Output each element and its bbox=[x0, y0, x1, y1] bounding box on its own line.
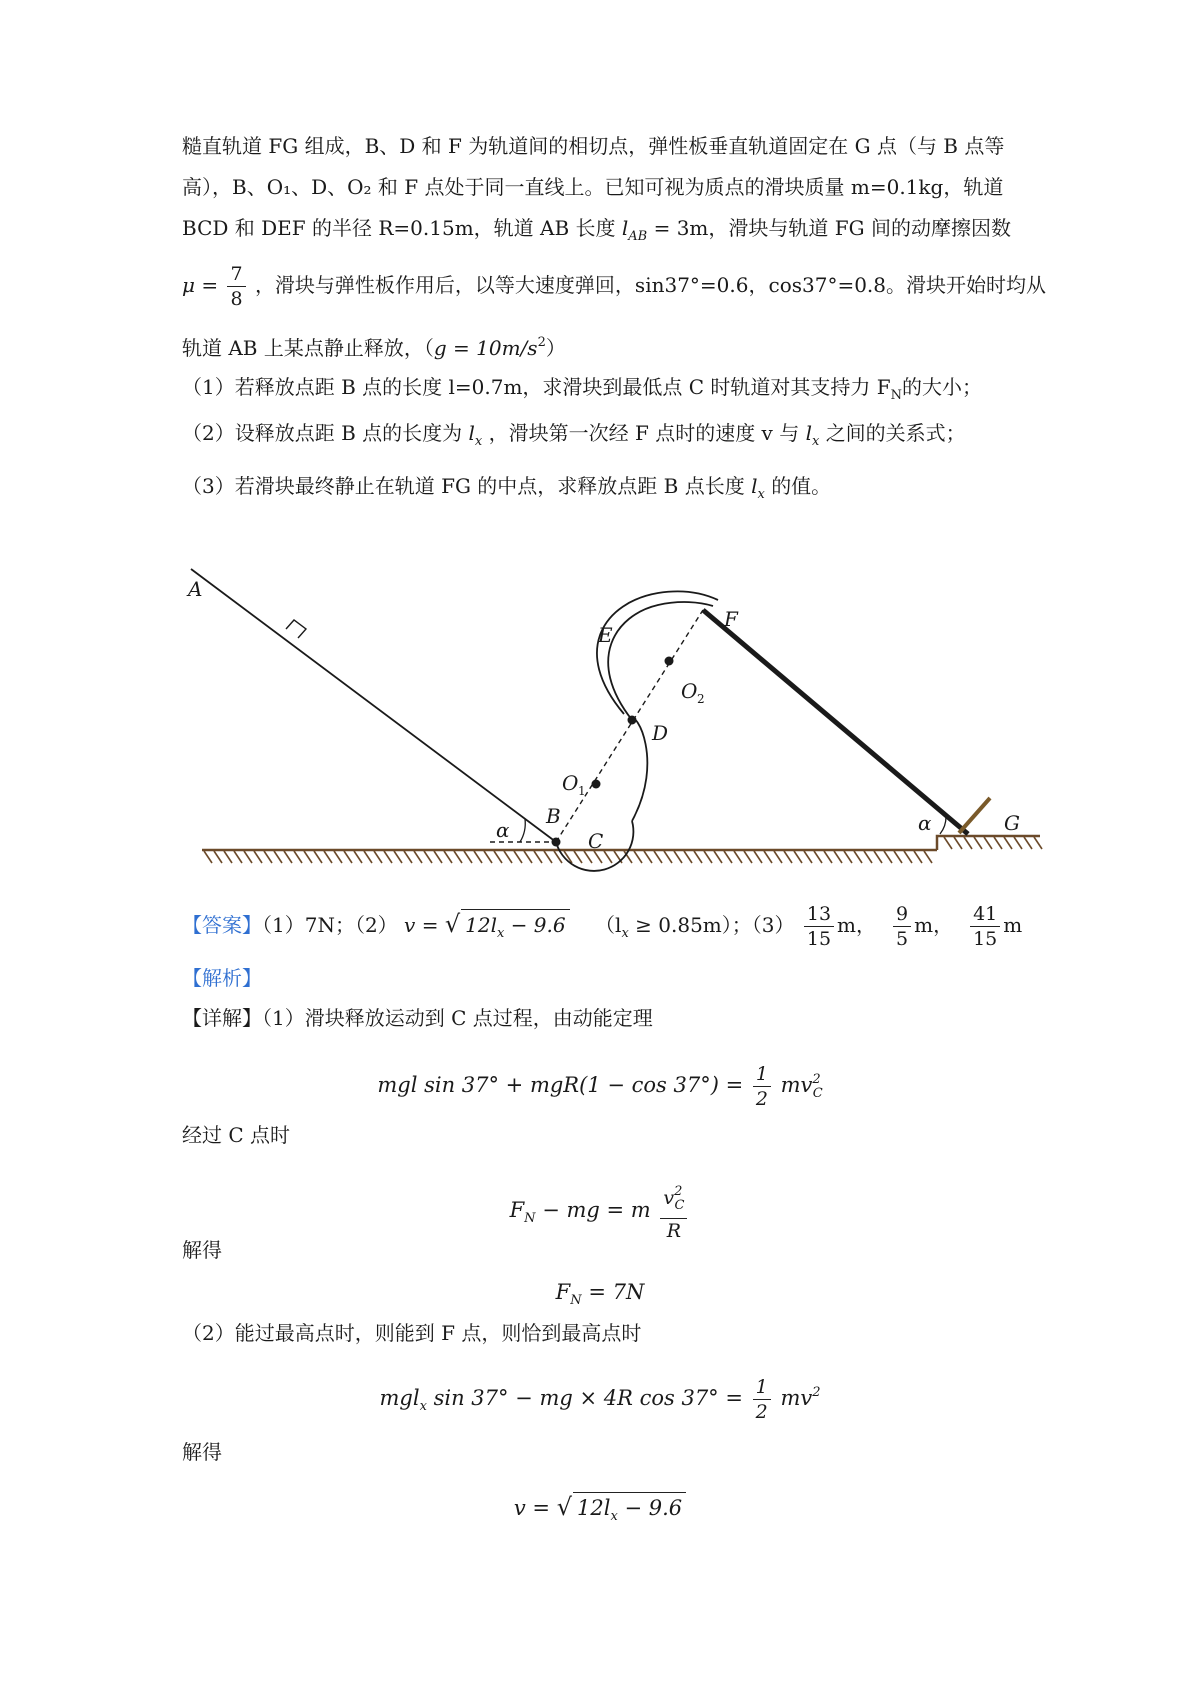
arc-cd bbox=[632, 719, 647, 821]
question-1: （1）若释放点距 B 点的长度 l=0.7m，求滑块到最低点 C 时轨道对其支持力 $F_N$的大小； bbox=[182, 375, 983, 403]
problem-line-3: BCD 和 DEF 的半径 R=0.15m，轨道 AB 长度 $l_{AB} = 3m$，滑块与轨道 FG 间的动摩擦因数 bbox=[182, 216, 1011, 244]
solve-2-line: 解得 bbox=[182, 1440, 222, 1464]
label-o2-sub: 2 bbox=[697, 692, 705, 706]
hatch-mark bbox=[284, 851, 292, 863]
equation-4: mgl$_x$ sin 37° − mg × 4R cos 37° = $\frac{1}{2}$ $mv^2$ bbox=[379, 1376, 821, 1423]
hatch-mark bbox=[314, 851, 322, 863]
equation-1: mgl sin 37° + mgR(1 − cos 37°) = $\frac{1}{2}$ $mv^2_C$ bbox=[377, 1063, 823, 1110]
point-b bbox=[552, 838, 561, 847]
hatch-mark bbox=[964, 837, 972, 849]
hatch-mark bbox=[734, 851, 742, 863]
hatch-mark bbox=[464, 851, 472, 863]
hatch-mark bbox=[984, 837, 992, 849]
answer-tag: 【答案】 bbox=[182, 913, 262, 937]
answer-fraction: $\frac{9}{5}$ bbox=[893, 902, 911, 951]
label-c: C bbox=[588, 829, 604, 853]
hatch-mark bbox=[514, 851, 522, 863]
label-o1: O bbox=[562, 771, 579, 795]
point-d bbox=[628, 716, 637, 725]
label-o2: O bbox=[681, 679, 698, 703]
hatch-mark bbox=[784, 851, 792, 863]
label-b: B bbox=[546, 804, 561, 828]
question-2: （2）设释放点距 B 点的长度为 $l_x$ ，滑块第一次经 F 点时的速度 v 与 $l_x$ 之间的关系式； bbox=[182, 421, 966, 449]
hatch-mark bbox=[394, 851, 402, 863]
line-b-f bbox=[556, 610, 703, 842]
hatch-mark bbox=[924, 851, 932, 863]
hatch-mark bbox=[954, 837, 962, 849]
hatch-mark bbox=[1004, 837, 1012, 849]
label-a: A bbox=[188, 577, 203, 601]
hatch-mark bbox=[244, 851, 252, 863]
pass-c-line: 经过 C 点时 bbox=[182, 1123, 291, 1147]
hatch-mark bbox=[794, 851, 802, 863]
hatch-mark bbox=[864, 851, 872, 863]
hatch-mark bbox=[804, 851, 812, 863]
hatch-mark bbox=[384, 851, 392, 863]
label-d: D bbox=[652, 721, 669, 745]
hatch-mark bbox=[974, 837, 982, 849]
hatch-mark bbox=[654, 851, 662, 863]
hatch-mark bbox=[854, 851, 862, 863]
hatch-mark bbox=[424, 851, 432, 863]
answer-fractions bbox=[801, 903, 1036, 950]
problem-line-2: 高），B、O₁、D、O₂ 和 F 点处于同一直线上。已知可视为质点的滑块质量 m=0.1kg，轨道 bbox=[182, 175, 1004, 199]
hatch-mark bbox=[904, 851, 912, 863]
hatch-mark bbox=[1014, 837, 1022, 849]
hatch-mark bbox=[744, 851, 752, 863]
analysis-heading: 【解析】 bbox=[182, 966, 262, 990]
label-g: G bbox=[1004, 811, 1020, 835]
detail-line: 【详解】（1）滑块释放运动到 C 点过程，由动能定理 bbox=[182, 1006, 653, 1030]
hatch-mark bbox=[574, 851, 582, 863]
hatch-mark bbox=[264, 851, 272, 863]
equation-2: $F_N$ − mg = m $\frac{v^2_C}{R}$ bbox=[0, 1180, 1200, 1243]
hatch-mark bbox=[304, 851, 312, 863]
hatch-mark bbox=[524, 851, 532, 863]
track-diagram bbox=[0, 560, 1200, 880]
hatch-mark bbox=[494, 851, 502, 863]
hatch-mark bbox=[664, 851, 672, 863]
hatch-mark bbox=[204, 851, 212, 863]
hatch-mark bbox=[274, 851, 282, 863]
hatch-mark bbox=[324, 851, 332, 863]
hatch-mark bbox=[634, 851, 642, 863]
point-o2 bbox=[665, 657, 674, 666]
problem-line-1: 糙直轨道 FG 组成，B、D 和 F 为轨道间的相切点，弹性板垂直轨道固定在 G 点（与 B 点等 bbox=[182, 134, 1005, 158]
part-2-line: （2）能过最高点时，则能到 F 点，则恰到最高点时 bbox=[182, 1321, 642, 1345]
hatch-mark bbox=[694, 851, 702, 863]
hatch-mark bbox=[224, 851, 232, 863]
label-e: E bbox=[598, 623, 613, 647]
equation-5: v = √ $12l_x - 9.6$ bbox=[0, 1492, 1200, 1532]
hatch-mark bbox=[1024, 837, 1032, 849]
angle-mark-g bbox=[940, 816, 946, 834]
l-ab-symbol: $l_{AB}$ bbox=[621, 216, 648, 244]
hatch-mark bbox=[234, 851, 242, 863]
incline-ab bbox=[191, 569, 556, 842]
hatch-mark bbox=[404, 851, 412, 863]
hatch-mark bbox=[764, 851, 772, 863]
answer-unit: m， bbox=[837, 913, 877, 937]
hatch-mark bbox=[604, 851, 612, 863]
hatch-mark bbox=[754, 851, 762, 863]
equation-3: $F_N = 7N$ bbox=[555, 1280, 645, 1308]
question-3: （3）若滑块最终静止在轨道 FG 的中点，求释放点距 B 点长度 $l_x$ 的值。 bbox=[182, 474, 832, 502]
hatch-mark bbox=[344, 851, 352, 863]
answer-unit: m， bbox=[914, 913, 954, 937]
hatch-mark bbox=[374, 851, 382, 863]
hatch-mark bbox=[774, 851, 782, 863]
hatch-mark bbox=[474, 851, 482, 863]
hatch-mark bbox=[294, 851, 302, 863]
label-alpha-g: α bbox=[918, 811, 932, 835]
hatch-mark bbox=[484, 851, 492, 863]
elastic-plate bbox=[959, 798, 990, 833]
label-f: F bbox=[724, 607, 738, 631]
hatch-mark bbox=[714, 851, 722, 863]
hatch-mark bbox=[944, 837, 952, 849]
hatch-mark bbox=[824, 851, 832, 863]
hatch-mark bbox=[254, 851, 262, 863]
hatch-mark bbox=[644, 851, 652, 863]
hatch-mark bbox=[814, 851, 822, 863]
hatch-mark bbox=[894, 851, 902, 863]
hatch-mark bbox=[914, 851, 922, 863]
answer-fraction: $\frac{13}{15}$ bbox=[804, 902, 834, 951]
hatch-mark bbox=[544, 851, 552, 863]
track-fg bbox=[703, 610, 968, 834]
hatch-mark bbox=[214, 851, 222, 863]
hatch-mark bbox=[834, 851, 842, 863]
hatch-mark bbox=[434, 851, 442, 863]
mu-fraction: $\frac{7}{8}$ bbox=[227, 262, 245, 311]
hatch-mark bbox=[334, 851, 342, 863]
problem-line-5: 轨道 AB 上某点静止释放，$(g = 10m/s^2)$ bbox=[182, 335, 566, 360]
hatch-mark bbox=[704, 851, 712, 863]
point-o1 bbox=[592, 780, 601, 789]
hatch-mark bbox=[364, 851, 372, 863]
hatch-mark bbox=[884, 851, 892, 863]
hatch-mark bbox=[724, 851, 732, 863]
hatch-mark bbox=[414, 851, 422, 863]
hatch-mark bbox=[504, 851, 512, 863]
problem-line-4: μ = $\frac{7}{8}$ ，滑块与弹性板作用后，以等大速度弹回，sin37°=0.6，cos37°=0.8。滑块开始时均从 bbox=[182, 263, 1047, 310]
hatch-mark bbox=[844, 851, 852, 863]
angle-mark-b bbox=[520, 819, 525, 842]
hatch-mark bbox=[1034, 837, 1042, 849]
hatch-mark bbox=[534, 851, 542, 863]
answer-unit: m bbox=[1003, 913, 1023, 937]
hatch-mark bbox=[354, 851, 362, 863]
right-angle-mark bbox=[286, 620, 306, 638]
label-alpha-b: α bbox=[496, 818, 510, 842]
hatch-mark bbox=[454, 851, 462, 863]
answer-line: 【答案】（1）7N；（2） v = √ $12l_x - 9.6$ $(l_x \ge 0.85m)$；（3） $\frac{13}{15}$ m， $\frac{9}{5}$ m， $\frac{41}{15}$ m bbox=[182, 902, 1042, 951]
label-o1-sub: 1 bbox=[578, 784, 586, 798]
wall-hatching bbox=[944, 837, 1042, 849]
answer-fraction: $\frac{41}{15}$ bbox=[970, 902, 1000, 951]
hatch-mark bbox=[874, 851, 882, 863]
solve-1-line: 解得 bbox=[182, 1238, 222, 1262]
hatch-mark bbox=[684, 851, 692, 863]
hatch-mark bbox=[994, 837, 1002, 849]
hatch-mark bbox=[674, 851, 682, 863]
hatch-mark bbox=[444, 851, 452, 863]
